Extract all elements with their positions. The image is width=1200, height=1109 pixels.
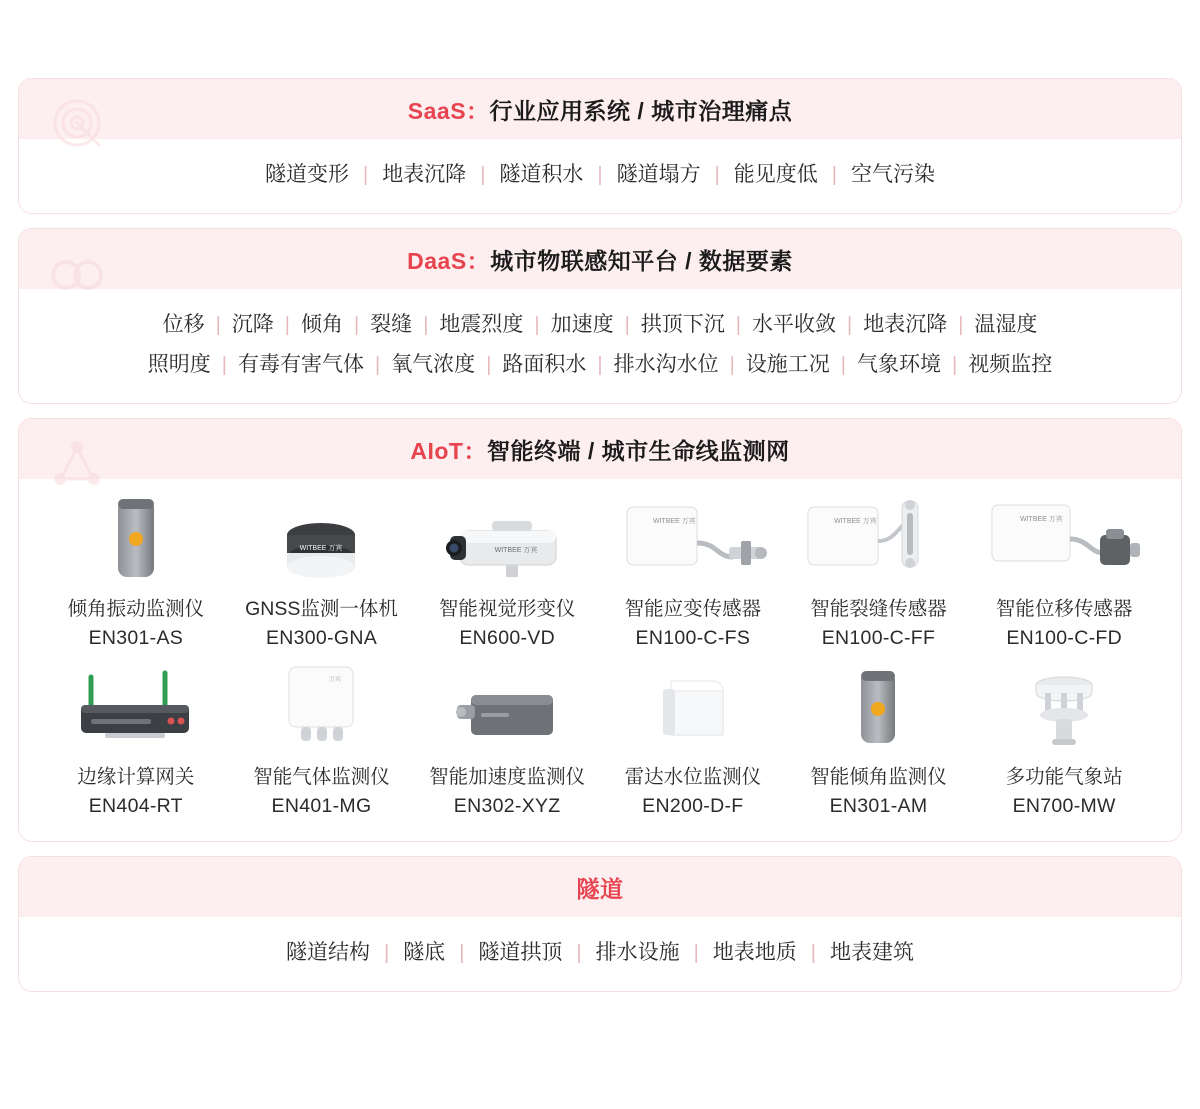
device-name: 倾角振动监测仪 xyxy=(67,598,205,620)
separator: | xyxy=(952,354,958,376)
device-card xyxy=(229,657,415,821)
device-name: 边缘计算网关 xyxy=(77,766,195,788)
saas-title-cn: 行业应用系统 / 城市治理痛点 xyxy=(489,98,793,124)
list-item: 能见度低 xyxy=(733,163,818,186)
list-item: 地表沉降 xyxy=(382,163,467,186)
device-model: EN301-AS xyxy=(88,627,184,649)
separator: | xyxy=(362,164,369,186)
saas-tag-row xyxy=(19,155,1181,195)
device-card xyxy=(971,489,1157,653)
device-card xyxy=(786,489,972,653)
daas-panel xyxy=(18,228,1182,404)
aiot-title-en: AIoT： xyxy=(410,438,487,464)
daas-title xyxy=(19,229,1181,289)
weather-station-icon xyxy=(971,657,1157,753)
list-item: 隧道结构 xyxy=(285,941,370,964)
separator: | xyxy=(958,314,964,336)
device-name: 智能气体监测仪 xyxy=(253,766,390,788)
list-item: 沉降 xyxy=(231,313,274,336)
list-item: 氧气浓度 xyxy=(391,353,476,376)
list-item: 裂缝 xyxy=(370,313,413,336)
daas-title-cn: 城市物联感知平台 / 数据要素 xyxy=(490,248,793,274)
list-item: 视频监控 xyxy=(968,353,1053,376)
svg-text:WITBEE 万宾: WITBEE 万宾 xyxy=(652,518,696,525)
separator: | xyxy=(597,354,603,376)
aiot-title-cn: 智能终端 / 城市生命线监测网 xyxy=(486,438,790,464)
separator: | xyxy=(353,314,360,336)
list-item: 隧底 xyxy=(403,941,446,964)
device-name: 多功能气象站 xyxy=(1005,766,1123,788)
list-item: 地表沉降 xyxy=(863,313,948,336)
list-item: 隧道拱顶 xyxy=(478,941,563,964)
device-model: EN302-XYZ xyxy=(453,795,561,817)
saas-panel xyxy=(18,78,1182,214)
list-item: 地表地质 xyxy=(712,941,797,964)
daas-tag-row-1 xyxy=(19,305,1181,345)
svg-text:WITBEE 万宾: WITBEE 万宾 xyxy=(300,545,343,552)
list-item: 气象环境 xyxy=(857,353,941,376)
gas-monitor-icon xyxy=(229,657,415,753)
device-name: GNSS监测一体机 xyxy=(245,598,398,620)
daas-body xyxy=(19,289,1181,403)
tunnel-panel xyxy=(18,856,1182,992)
list-item: 水平收敛 xyxy=(752,313,836,336)
tilt-sensor-icon xyxy=(786,657,972,753)
list-item: 空气污染 xyxy=(851,163,935,186)
separator: | xyxy=(597,164,603,186)
vision-deformation-camera-icon xyxy=(414,489,600,585)
device-model: EN404-RT xyxy=(88,795,183,817)
separator: | xyxy=(486,354,492,376)
device-model: EN100-C-FF xyxy=(821,627,936,649)
tunnel-title-cn: 隧道 xyxy=(576,876,624,902)
svg-text:万宾: 万宾 xyxy=(329,677,342,683)
separator: | xyxy=(374,354,381,376)
list-item: 排水沟水位 xyxy=(613,353,719,376)
svg-text:WITBEE 万宾: WITBEE 万宾 xyxy=(834,518,878,525)
separator: | xyxy=(693,942,699,964)
list-item: 照明度 xyxy=(147,353,211,376)
device-model: EN301-AM xyxy=(829,795,928,817)
device-card xyxy=(971,657,1157,821)
separator: | xyxy=(383,942,390,964)
separator: | xyxy=(459,942,465,964)
list-item: 倾角 xyxy=(300,313,343,336)
separator: | xyxy=(284,314,290,336)
crack-sensor-icon xyxy=(786,489,972,585)
device-model: EN200-D-F xyxy=(642,795,744,817)
displacement-sensor-icon xyxy=(971,489,1157,585)
aiot-title xyxy=(19,419,1181,479)
list-item: 设施工况 xyxy=(745,353,830,376)
separator: | xyxy=(735,314,741,336)
separator: | xyxy=(423,314,429,336)
tunnel-body xyxy=(19,917,1181,991)
device-name: 智能应变传感器 xyxy=(624,598,762,620)
list-item: 拱顶下沉 xyxy=(640,313,725,336)
aiot-device-grid xyxy=(19,479,1181,841)
gnss-receiver-icon xyxy=(229,489,415,585)
device-name: 智能位移传感器 xyxy=(995,598,1133,620)
daas-title-en: DaaS： xyxy=(407,248,491,274)
svg-text:WITBEE 万宾: WITBEE 万宾 xyxy=(494,547,538,554)
separator: | xyxy=(215,314,221,336)
device-model: EN100-C-FD xyxy=(1006,627,1122,649)
separator: | xyxy=(221,354,227,376)
aiot-panel xyxy=(18,418,1182,842)
list-item: 加速度 xyxy=(550,313,614,336)
device-model: EN401-MG xyxy=(271,795,372,817)
device-name: 智能视觉形变仪 xyxy=(438,598,576,620)
device-name: 智能倾角监测仪 xyxy=(810,766,947,788)
device-card xyxy=(414,489,600,653)
edge-gateway-icon xyxy=(43,657,229,753)
separator: | xyxy=(840,354,846,376)
tilt-vibration-sensor-icon xyxy=(43,489,229,585)
device-name: 智能裂缝传感器 xyxy=(810,598,947,620)
device-card xyxy=(229,489,415,653)
radar-water-level-icon xyxy=(600,657,786,753)
list-item: 有毒有害气体 xyxy=(237,353,364,376)
list-item: 位移 xyxy=(162,313,205,336)
separator: | xyxy=(847,314,853,336)
separator: | xyxy=(831,164,837,186)
tunnel-tag-row xyxy=(19,933,1181,973)
device-model: EN100-C-FS xyxy=(635,627,751,649)
device-card xyxy=(414,657,600,821)
device-model: EN300-GNA xyxy=(265,627,378,649)
separator: | xyxy=(714,164,720,186)
separator: | xyxy=(810,942,816,964)
device-card xyxy=(786,657,972,821)
accelerometer-icon xyxy=(414,657,600,753)
svg-text:WITBEE 万宾: WITBEE 万宾 xyxy=(1020,516,1063,523)
daas-tag-row-2 xyxy=(19,345,1181,385)
separator: | xyxy=(534,314,540,336)
list-item: 隧道塌方 xyxy=(616,163,701,186)
list-item: 温湿度 xyxy=(974,313,1038,336)
device-card xyxy=(43,657,229,821)
device-model: EN700-MW xyxy=(1012,795,1116,817)
list-item: 地表建筑 xyxy=(830,941,914,964)
saas-body xyxy=(19,139,1181,213)
saas-title-en: SaaS： xyxy=(407,98,490,124)
device-card xyxy=(600,657,786,821)
saas-title xyxy=(19,79,1181,139)
separator: | xyxy=(729,354,735,376)
separator: | xyxy=(480,164,486,186)
separator: | xyxy=(624,314,630,336)
device-name: 雷达水位监测仪 xyxy=(624,766,762,788)
list-item: 排水设施 xyxy=(595,941,680,964)
list-item: 隧道变形 xyxy=(264,163,349,186)
device-name: 智能加速度监测仪 xyxy=(429,766,586,788)
tunnel-title xyxy=(19,857,1181,917)
device-model: EN600-VD xyxy=(459,627,555,649)
device-card xyxy=(43,489,229,653)
strain-sensor-icon xyxy=(600,489,786,585)
device-card xyxy=(600,489,786,653)
separator: | xyxy=(576,942,582,964)
list-item: 路面积水 xyxy=(502,353,587,376)
list-item: 地震烈度 xyxy=(439,313,524,336)
list-item: 隧道积水 xyxy=(499,163,584,186)
